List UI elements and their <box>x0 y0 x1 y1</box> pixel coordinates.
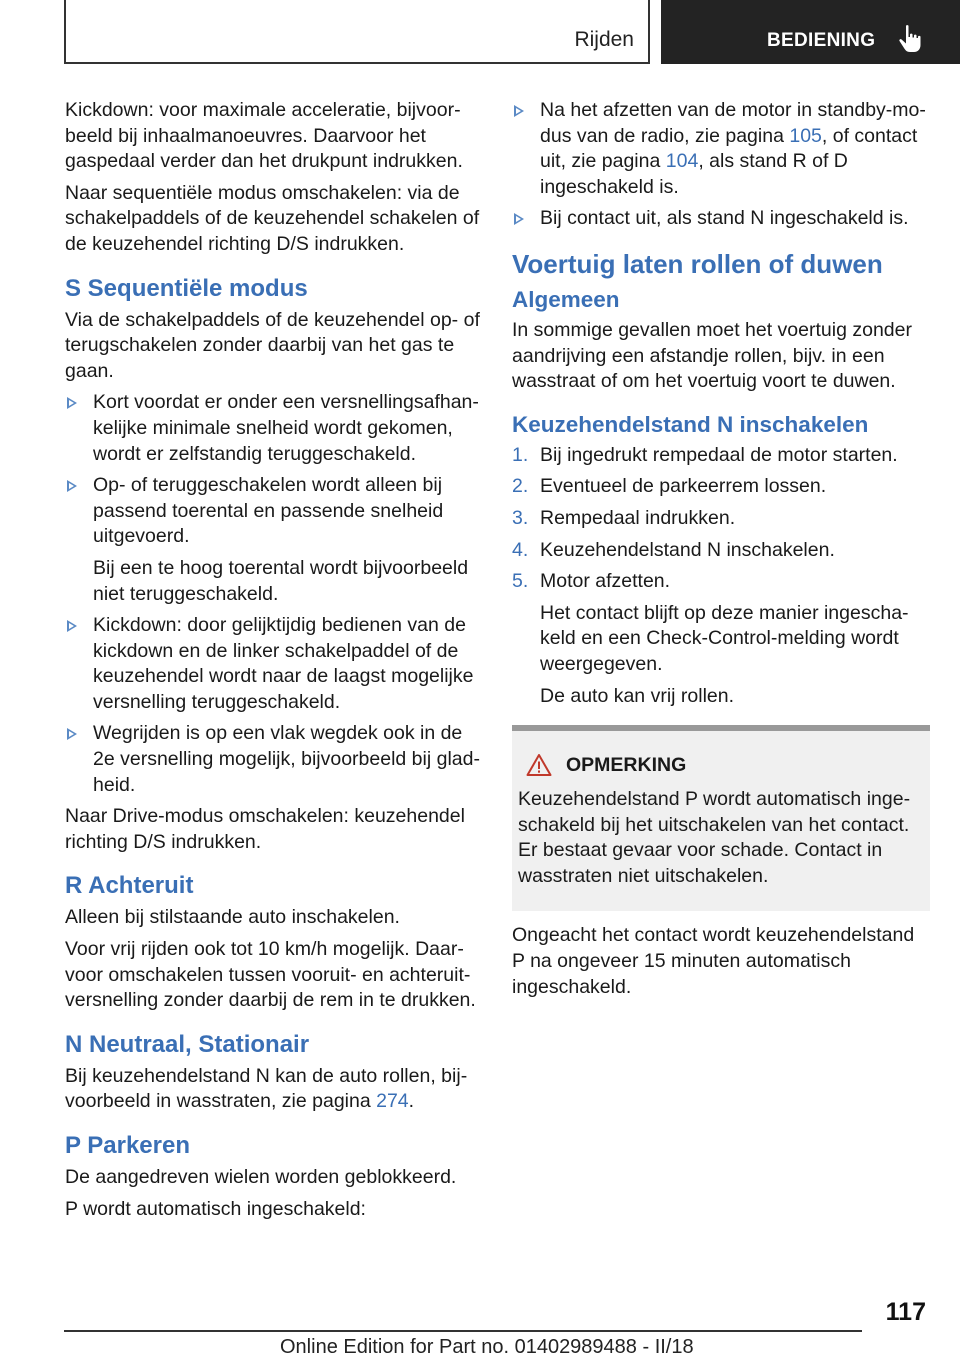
heading-p-park: P Parkeren <box>65 1132 190 1159</box>
p-bullet-list <box>512 98 930 232</box>
hand-pointer-icon <box>897 24 923 54</box>
list-item: Na het afzetten van de motor in standby-modus van de radio, zie pagina 105, of contact uit, zie pagina 104, als stand R of D ingeschakeld is. <box>512 98 930 200</box>
step-item: 3. Rempedaal indrukken. <box>512 506 930 532</box>
chapter-title: BEDIENING <box>767 30 876 51</box>
step-item: 1. Bij ingedrukt rempedaal de motor starten. <box>512 443 930 469</box>
bullet-triangle-icon <box>67 728 77 740</box>
page-link-104[interactable]: 104 <box>665 150 699 173</box>
paragraph-kickdown: Kickdown: voor maximale acceleratie, bijvoorbeeld bij inhaalmanoeuvres. Daarvoor het gaspedaal verder dan het drukpunt indrukken. <box>65 99 463 173</box>
paragraph-r-1: Alleen bij stilstaande auto inschakelen. <box>65 906 400 929</box>
right-column <box>512 98 930 1006</box>
step-number: 2. <box>512 475 529 498</box>
bullet-triangle-icon <box>514 213 524 225</box>
list-item: Kort voordat er onder een versnellingsafhankelijke minimale snelheid wordt gekomen, wordt er zelfstandig teruggeschakeld. <box>65 390 481 467</box>
edition-note: Online Edition for Part no. 01402989488 - II/18 <box>280 1336 694 1358</box>
paragraph-p-1: De aangedreven wielen worden geblokkeerd. <box>65 1166 457 1188</box>
heading-n-neutral: N Neutraal, Stationair <box>65 1030 310 1058</box>
paragraph-p-2: P wordt automatisch ingeschakeld: <box>65 1197 366 1220</box>
step-note: De auto kan vrij rollen. <box>540 684 735 707</box>
paragraph-r-2: Voor vrij rijden ook tot 10 km/h mogelijk. Daarvoor omschakelen tussen vooruit- en achteruitversnelling zonder daarbij de rem in te drukken. <box>65 938 476 1012</box>
list-item: Kickdown: door gelijktijdig bedienen van de kickdown en de linker schakelpaddel of de keuzehendel wordt naar de laagst mogelijke versnelling teruggeschakeld. <box>65 613 481 715</box>
heading-select-n: Keuzehendelstand N inschakelen <box>512 411 869 437</box>
s-bullet-list <box>65 390 481 798</box>
paragraph-s-intro: Via de schakelpaddels of de keuzehendel op- of terugschakelen zonder daarbij van het gas te gaan. <box>65 308 480 382</box>
step-item: 4. Keuzehendelstand N inschakelen. <box>512 538 930 564</box>
page-link-105[interactable]: 105 <box>789 124 822 147</box>
paragraph-general: In sommige gevallen moet het voertuig zonder aandrijving een afstandje rollen, bijv. in een wasstraat of om het voertuig voort te duwen. <box>512 318 912 393</box>
step-item: 2. Eventueel de parkeerrem lossen. <box>512 474 930 500</box>
page-link-274[interactable]: 274 <box>376 1090 409 1113</box>
list-item: Bij contact uit, als stand N ingeschakeld is. <box>512 206 930 232</box>
note-text: Keuzehendelstand P wordt automatisch ingeschakeld bij het uitschakelen van het contact. Er bestaat gevaar voor schade. Contact in wasstraten niet uitschakelen. <box>518 788 911 887</box>
section-tab <box>64 0 650 64</box>
step-item: 5. Motor afzetten. Het contact blijft op deze manier ingeschakeld en een Check-Control-melding wordt weergegeven. De auto kan vrij rollen. <box>512 569 930 709</box>
bullet-triangle-icon <box>67 480 77 492</box>
paragraph-sequential-switch: Naar sequentiële modus omschakelen: via de schakelpaddels of de keuzehendel schakelen of de keuzehendel richting D/S indrukken. <box>65 181 480 255</box>
heading-r-reverse: R Achteruit <box>65 872 194 900</box>
paragraph-auto-p: Ongeacht het contact wordt keuzehendelstand P na ongeveer 15 minuten automatisch ingeschakeld. <box>512 924 915 998</box>
list-item-note: Bij een te hoog toerental wordt bijvoorbeeld niet teruggeschakeld. <box>93 556 469 605</box>
warning-note-box <box>512 725 930 911</box>
steps-list <box>512 443 930 709</box>
chapter-tab <box>661 0 960 64</box>
bullet-triangle-icon <box>67 397 77 409</box>
step-note: Het contact blijft op deze manier ingeschakeld en een Check-Control-melding wordt weergegeven. <box>540 601 909 675</box>
section-title: Rijden <box>574 28 634 51</box>
step-number: 5. <box>512 570 529 593</box>
bullet-triangle-icon <box>514 105 524 117</box>
list-item: Op- of teruggeschakelen wordt alleen bij passend toerental en passende snelheid uitgevoerd. Bij een te hoog toerental wordt bijvoorbeeld niet teruggeschakeld. <box>65 473 481 607</box>
paragraph-n: Bij keuzehendelstand N kan de auto rollen, bijvoorbeeld in wasstraten, zie pagina 274. <box>65 1064 468 1113</box>
step-number: 3. <box>512 506 529 529</box>
note-title: OPMERKING <box>566 754 687 777</box>
page-number: 117 <box>885 1298 926 1326</box>
heading-roll-push: Voertuig laten rollen of duwen <box>512 248 883 279</box>
step-number: 1. <box>512 443 529 466</box>
heading-general: Algemeen <box>512 286 620 312</box>
heading-s-sequential: S Sequentiële modus <box>65 274 308 302</box>
page-header <box>0 0 960 66</box>
warning-triangle-icon <box>526 753 552 777</box>
paragraph-drive-switch: Naar Drive-modus omschakelen: keuzehendel richting D/S indrukken. <box>65 805 465 853</box>
step-number: 4. <box>512 538 529 561</box>
list-item: Wegrijden is op een vlak wegdek ook in de 2e versnelling mogelijk, bijvoorbeeld bij gladheid. <box>65 721 481 798</box>
note-header <box>526 751 920 779</box>
footer-divider <box>64 1330 862 1332</box>
bullet-triangle-icon <box>67 620 77 632</box>
left-column <box>65 98 481 1228</box>
